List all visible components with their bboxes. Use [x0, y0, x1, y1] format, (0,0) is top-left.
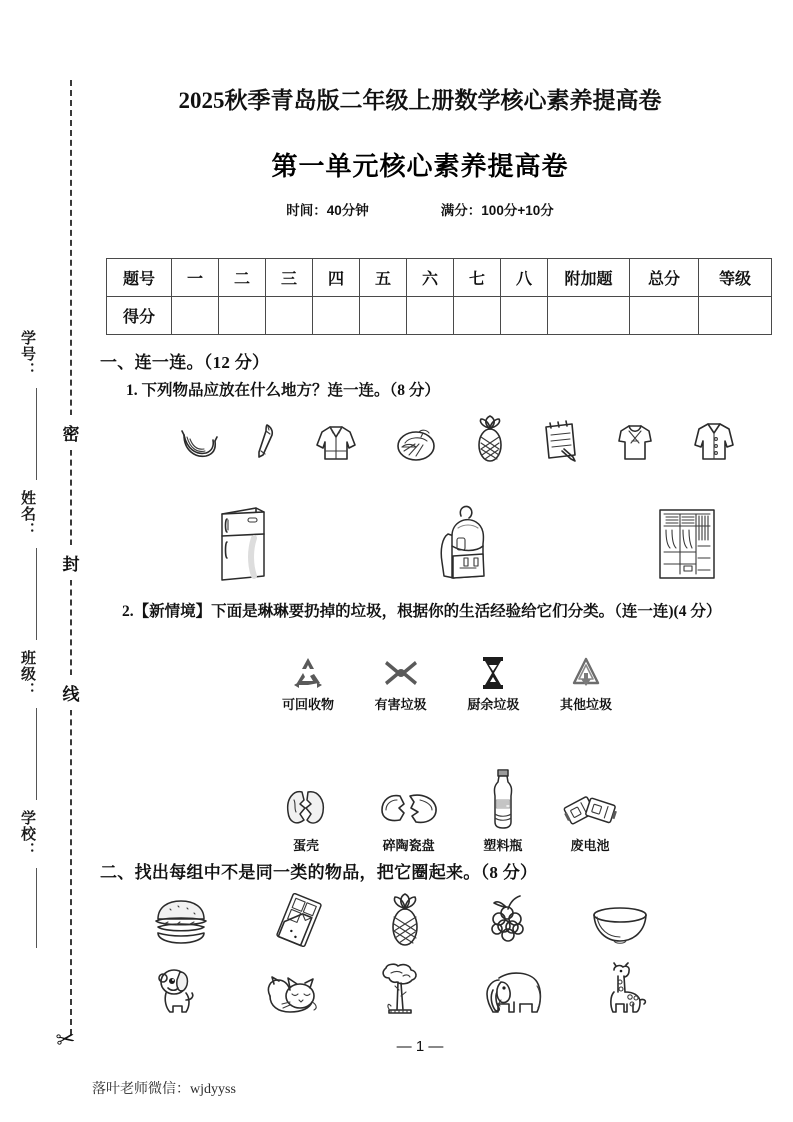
score-cell-7[interactable]	[454, 297, 501, 335]
document-title: 2025秋季青岛版二年级上册数学核心素养提高卷	[178, 88, 662, 113]
category-label: 其他垃圾	[559, 697, 612, 712]
question-2-sub: 2.【新情境】下面是琳琳要扔掉的垃圾，根据你的生活经验给它们分类。（连一连)(4 分）	[122, 603, 722, 620]
field-school-rule	[36, 868, 37, 948]
cat-icon	[260, 970, 322, 1018]
question-1-sub: 1. 下列物品应放在什么地方？连一连。（8 分）	[126, 382, 440, 399]
dog-icon	[150, 966, 206, 1018]
tshirt-icon	[613, 421, 657, 463]
score-col-3: 三	[266, 259, 313, 297]
field-class-rule	[36, 708, 37, 800]
question-1-containers-row	[210, 500, 720, 584]
other-waste-triangle-icon	[560, 655, 612, 713]
question-1-objects-row	[178, 415, 738, 463]
pineapple-icon	[473, 415, 507, 463]
score-col-7: 七	[454, 259, 501, 297]
worksheet-body	[92, 0, 793, 1122]
field-class[interactable]	[20, 650, 54, 698]
coat-icon	[312, 421, 360, 463]
field-school-label: 学校：	[19, 810, 36, 858]
elephant-icon	[479, 966, 547, 1018]
chocolate-icon	[272, 893, 326, 947]
backpack-icon	[428, 500, 498, 584]
field-name-label: 姓名：	[19, 490, 36, 538]
table-row-header	[107, 259, 772, 297]
table-row-scores	[107, 297, 772, 335]
field-class-label: 班级：	[19, 650, 36, 698]
item-label: 碎陶瓷盘	[382, 838, 435, 853]
score-table-row-label-0: 题号	[107, 259, 172, 297]
grapes-icon	[484, 893, 530, 947]
score-cell-6[interactable]	[407, 297, 454, 335]
question-2-heading: 二、找出每组中不是同一类的物品，把它圈起来。（8 分）	[100, 863, 538, 882]
item-label: 蛋壳	[292, 838, 319, 853]
question-2-items-row	[278, 768, 618, 854]
score-cell-grade[interactable]	[699, 297, 772, 335]
jacket-icon	[690, 419, 738, 463]
question-1-heading: 一、连一连。（12 分）	[100, 353, 270, 372]
category-label: 可回收物	[282, 697, 335, 712]
category-label: 有害垃圾	[374, 697, 427, 712]
score-cell-1[interactable]	[172, 297, 219, 335]
score-col-total: 总分	[630, 259, 699, 297]
refrigerator-icon	[210, 500, 272, 584]
question-3-row-2	[150, 962, 650, 1018]
field-student-id-label: 学号：	[19, 330, 36, 378]
score-cell-5[interactable]	[360, 297, 407, 335]
hazard-cross-icon	[375, 655, 427, 713]
hamburger-icon	[150, 897, 212, 947]
field-student-id-rule	[36, 388, 37, 480]
score-col-8: 八	[501, 259, 548, 297]
item-label: 塑料瓶	[483, 838, 523, 853]
exam-meta	[100, 199, 740, 219]
student-info-fields	[20, 330, 54, 930]
notepad-icon	[540, 419, 580, 463]
seal-char-feng: 封	[58, 545, 84, 580]
hourglass-icon	[467, 655, 519, 713]
eggshell-icon	[278, 786, 334, 854]
exam-time: 时间：40分钟	[286, 203, 369, 218]
giraffe-icon	[600, 962, 650, 1018]
score-cell-total[interactable]	[630, 297, 699, 335]
recycle-triangle-icon	[282, 655, 334, 713]
pineapple-icon	[386, 893, 424, 947]
seal-margin	[0, 0, 100, 1122]
score-col-2: 二	[219, 259, 266, 297]
seal-char-xian: 线	[58, 675, 84, 710]
item-label: 废电池	[570, 838, 610, 853]
score-col-1: 一	[172, 259, 219, 297]
orange-icon	[393, 423, 439, 463]
score-cell-8[interactable]	[501, 297, 548, 335]
score-table-row-label-1: 得分	[107, 297, 172, 335]
exam-total-score: 满分：100分+10分	[440, 203, 554, 218]
score-col-bonus: 附加题	[548, 259, 630, 297]
plastic-bottle-icon	[483, 768, 522, 854]
score-col-5: 五	[360, 259, 407, 297]
banana-icon	[178, 423, 220, 463]
scissors-icon: ✂	[54, 1025, 77, 1054]
score-col-grade: 等级	[699, 259, 772, 297]
field-school[interactable]	[20, 810, 54, 858]
watermark-text: 落叶老师微信：wjdyyss	[92, 1082, 236, 1097]
category-label: 厨余垃圾	[467, 697, 520, 712]
score-cell-2[interactable]	[219, 297, 266, 335]
wardrobe-icon	[654, 500, 720, 584]
score-cell-4[interactable]	[313, 297, 360, 335]
score-col-6: 六	[407, 259, 454, 297]
tree-icon	[375, 962, 425, 1018]
question-2-categories-row	[282, 655, 612, 713]
seal-char-mi: 密	[58, 415, 84, 450]
paper-title: 第一单元核心素养提高卷	[271, 151, 569, 181]
bowl-icon	[590, 903, 650, 947]
broken-plate-icon	[374, 786, 444, 854]
question-3-row-1	[150, 893, 650, 947]
score-col-4: 四	[313, 259, 360, 297]
field-name[interactable]	[20, 490, 54, 538]
score-cell-bonus[interactable]	[548, 297, 630, 335]
score-cell-3[interactable]	[266, 297, 313, 335]
battery-icon	[562, 782, 618, 854]
field-name-rule	[36, 548, 37, 640]
field-student-id[interactable]	[20, 330, 54, 378]
pen-icon	[253, 421, 279, 463]
page-number: — 1 —	[396, 1038, 444, 1055]
score-table	[106, 258, 772, 335]
